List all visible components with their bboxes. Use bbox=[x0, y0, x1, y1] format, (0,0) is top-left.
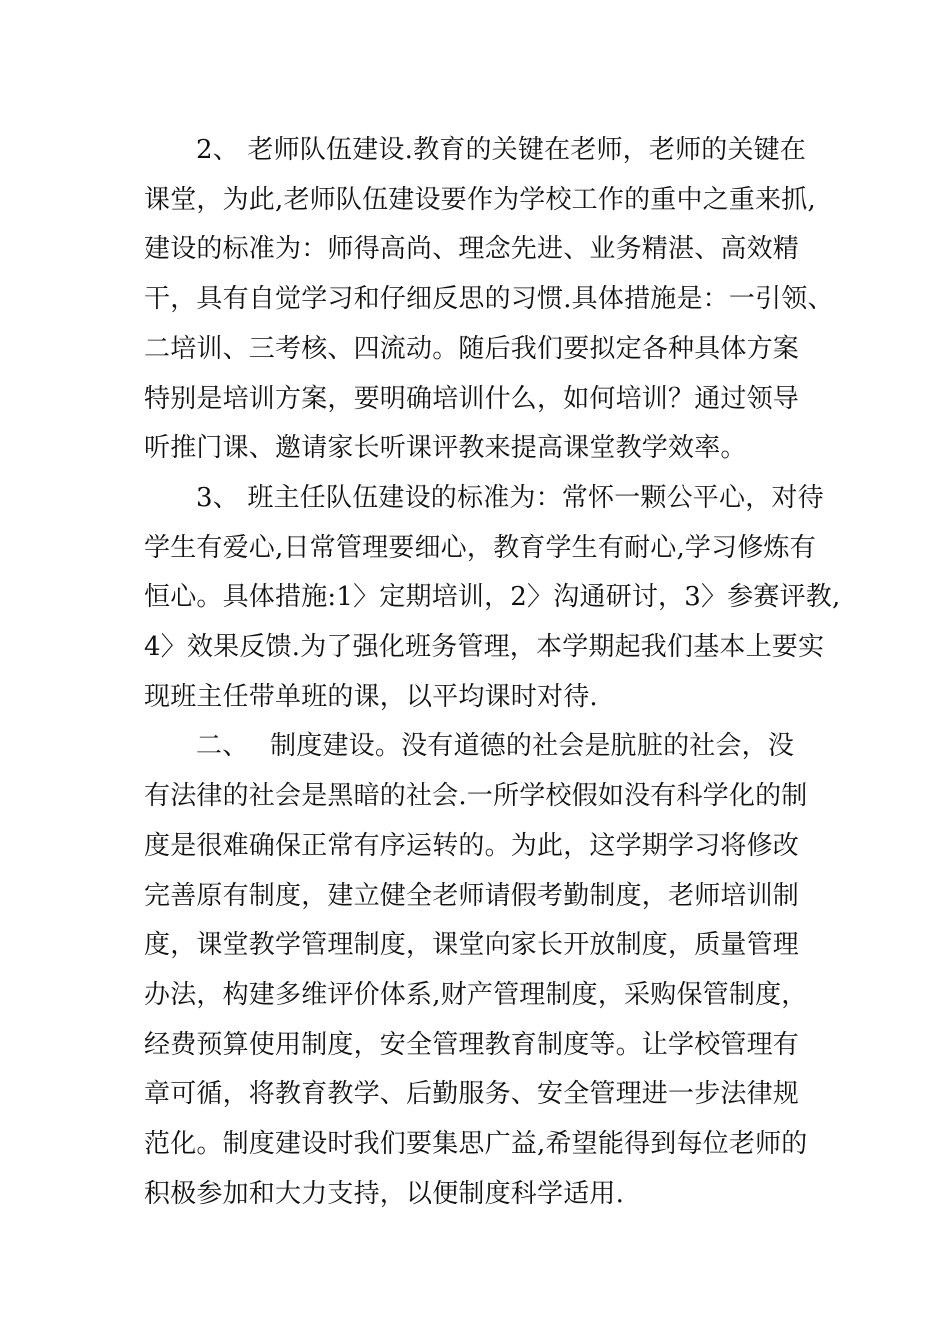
paragraph-system-line-5: 度，课堂教学管理制度，课堂向家长开放制度，质量管理 bbox=[144, 930, 800, 961]
paragraph-system-line-8: 章可循，将教育教学、后勤服务、安全管理进一步法律规 bbox=[144, 1079, 800, 1110]
paragraph-teacher-team-line-3: 建设的标准为：师得高尚、理念先进、业务精湛、高效精 bbox=[144, 234, 800, 265]
paragraph-system-line-4: 完善原有制度，建立健全老师请假考勤制度，老师培训制 bbox=[144, 880, 800, 911]
paragraph-system-line-6: 办法，构建多维评价体系,财产管理制度，采购保管制度， bbox=[144, 979, 808, 1010]
paragraph-system-line-3: 度是很难确保正常有序运转的。为此，这学期学习将修改 bbox=[144, 830, 800, 861]
paragraph-head-teacher-line-2: 学生有爱心,日常管理要细心，教育学生有耐心,学习修炼有 bbox=[144, 532, 816, 563]
paragraph-system-line-9: 范化。制度建设时我们要集思广益,希望能得到每位老师的 bbox=[144, 1129, 808, 1160]
document-body bbox=[144, 126, 841, 1219]
paragraph-teacher-team-line-4: 干，具有自觉学习和仔细反思的习惯.具体措施是：一引领、 bbox=[144, 284, 834, 315]
paragraph-system-line-2: 有法律的社会是黑暗的社会.一所学校假如没有科学化的制 bbox=[144, 781, 808, 812]
paragraph-teacher-team-line-5: 二培训、三考核、四流动。随后我们要拟定各种具体方案 bbox=[144, 333, 800, 364]
paragraph-system-line-10: 积极参加和大力支持，以便制度科学适用. bbox=[144, 1178, 625, 1209]
paragraph-system-line-1: 二、 制度建设。没有道德的社会是肮脏的社会，没 bbox=[196, 731, 795, 762]
paragraph-head-teacher-line-4: 4〉效果反馈.为了强化班务管理，本学期起我们基本上要实 bbox=[144, 632, 825, 663]
paragraph-teacher-team-line-2: 课堂，为此,老师队伍建设要作为学校工作的重中之重来抓, bbox=[144, 184, 816, 215]
paragraph-head-teacher-line-5: 现班主任带单班的课，以平均课时对待. bbox=[144, 681, 598, 712]
paragraph-teacher-team-line-1: 2、 老师队伍建设.教育的关键在老师，老师的关键在 bbox=[196, 135, 807, 165]
paragraph-teacher-team-line-6: 特别是培训方案，要明确培训什么，如何培训？通过领导 bbox=[144, 383, 800, 414]
paragraph-system-line-7: 经费预算使用制度，安全管理教育制度等。让学校管理有 bbox=[144, 1029, 800, 1060]
paragraph-teacher-team-line-7: 听推门课、邀请家长听课评教来提高课堂教学效率。 bbox=[144, 433, 747, 464]
paragraph-head-teacher-line-1: 3、 班主任队伍建设的标准为：常怀一颗公平心，对待 bbox=[196, 482, 824, 513]
paragraph-head-teacher-line-3: 恒心。具体措施:1〉定期培训，2〉沟通研讨，3〉参赛评教, bbox=[144, 582, 841, 613]
